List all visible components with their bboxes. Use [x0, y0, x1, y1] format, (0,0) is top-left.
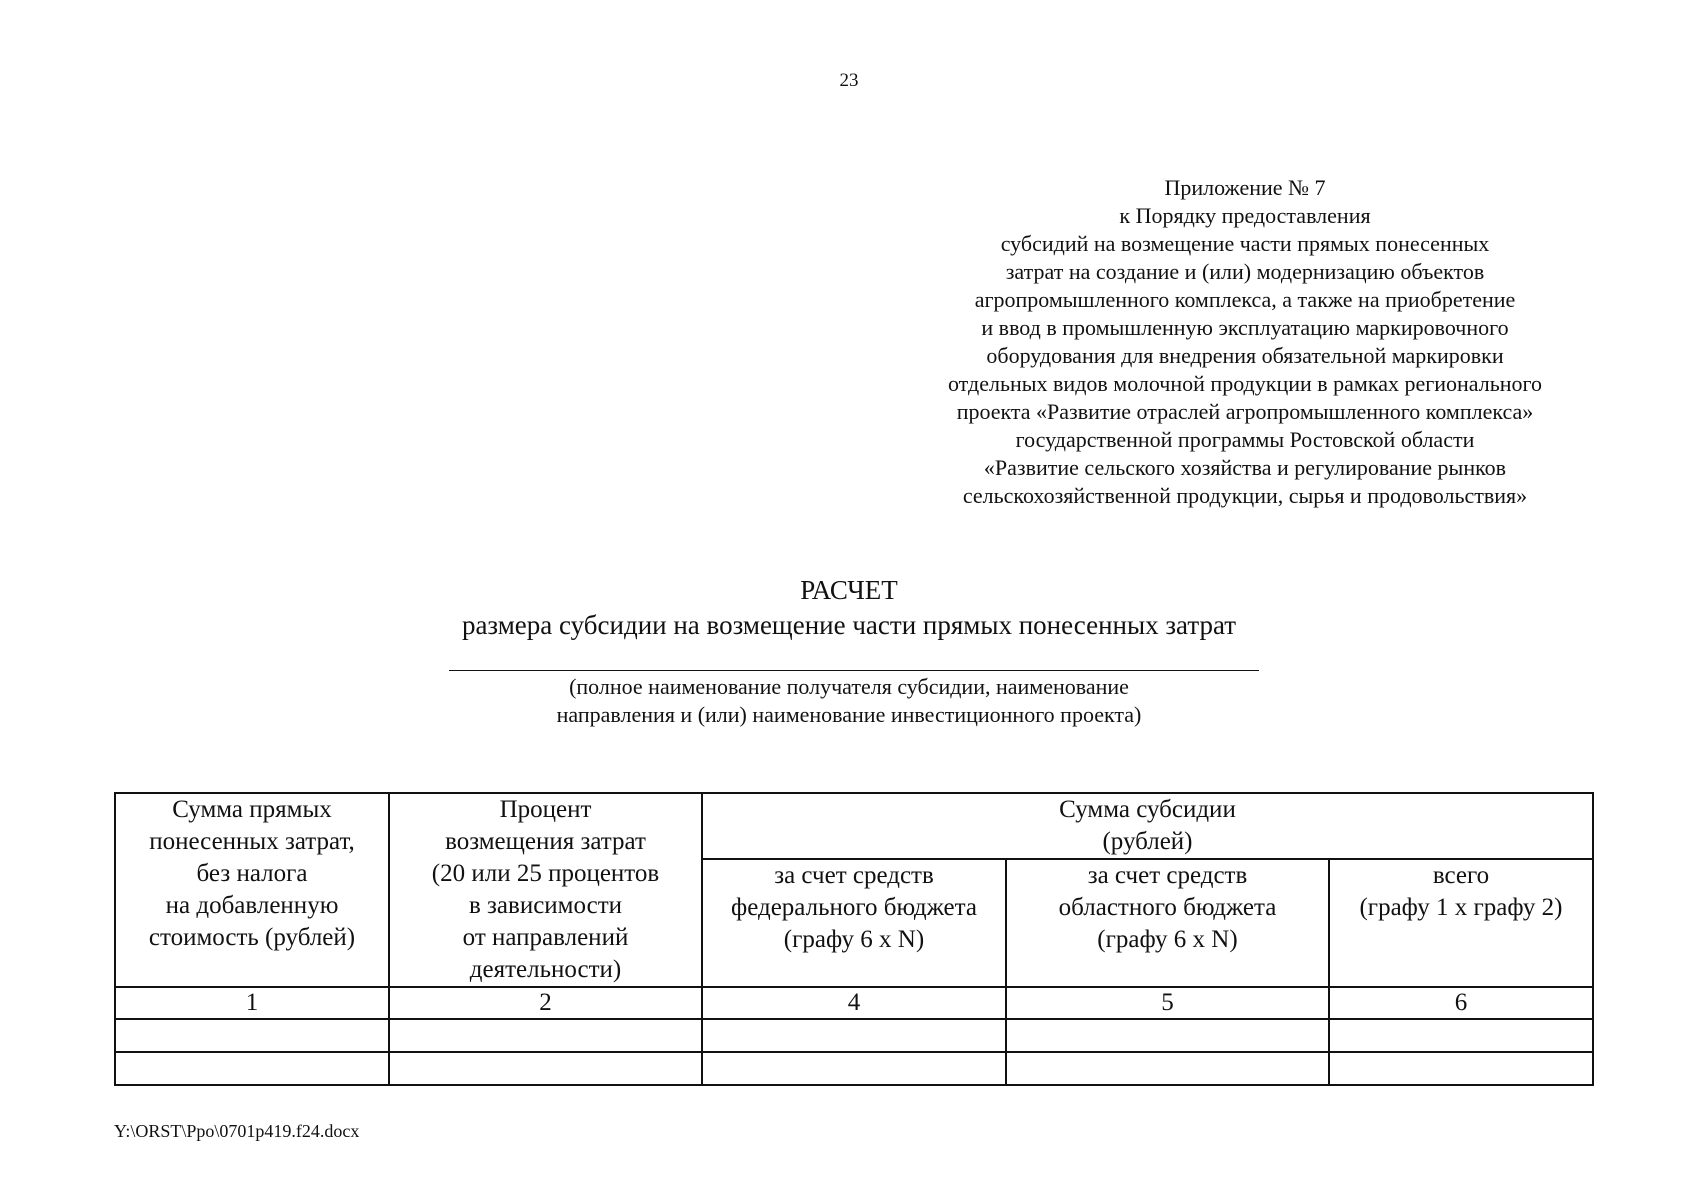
header-line: Сумма субсидии	[1059, 796, 1236, 823]
appendix-line: отдельных видов молочной продукции в рамках регионального	[947, 371, 1543, 396]
page-number: 23	[839, 70, 859, 91]
header-direct-costs	[115, 793, 389, 987]
table-cell	[115, 1019, 389, 1052]
column-number: 5	[1006, 987, 1329, 1019]
header-line: Сумма прямых	[172, 796, 332, 823]
header-line: от направлений	[462, 924, 629, 951]
header-line: стоимость (рублей)	[148, 924, 356, 951]
table-row	[115, 1052, 1593, 1085]
header-line: Процент	[499, 796, 592, 823]
column-number: 1	[115, 987, 389, 1019]
footer-file-path: Y:\ORST\Ppo\0701p419.f24.docx	[114, 1121, 360, 1141]
recipient-caption-line: (полное наименование получателя субсидии, наименование	[569, 674, 1129, 699]
header-line: понесенных затрат,	[149, 828, 355, 855]
appendix-line: агропромышленного комплекса, а также на приобретение	[974, 287, 1516, 312]
header-subsidy-amount	[702, 793, 1593, 859]
header-line: (графу 6 х N)	[1097, 926, 1238, 953]
appendix-line: оборудования для внедрения обязательной маркировки	[986, 343, 1504, 368]
appendix-header	[905, 174, 1585, 510]
column-number: 6	[1329, 987, 1593, 1019]
recipient-caption-line: направления и (или) наименование инвестиционного проекта)	[556, 702, 1142, 727]
appendix-line: проекта «Развитие отраслей агропромышленного комплекса»	[956, 399, 1534, 424]
table-cell	[1329, 1019, 1593, 1052]
header-total	[1329, 859, 1593, 987]
appendix-line: и ввод в промышленную эксплуатацию маркировочного	[981, 315, 1509, 340]
table-cell	[702, 1019, 1006, 1052]
column-number: 4	[702, 987, 1006, 1019]
header-line: в зависимости	[468, 892, 623, 919]
header-line: (20 или 25 процентов	[431, 860, 660, 887]
appendix-line: затрат на создание и (или) модернизацию объектов	[1005, 259, 1485, 284]
document-title: РАСЧЕТ	[800, 575, 898, 605]
header-line: областного бюджета	[1058, 894, 1277, 921]
appendix-line: государственной программы Ростовской области	[1015, 427, 1475, 452]
table-cell	[115, 1052, 389, 1085]
calculation-table	[114, 792, 1594, 1086]
header-line: за счет средств	[1087, 862, 1248, 889]
header-line: на добавленную	[165, 892, 339, 919]
column-number: 2	[389, 987, 702, 1019]
appendix-line: Приложение № 7	[1164, 175, 1326, 200]
header-line: (графу 1 х графу 2)	[1359, 894, 1563, 921]
header-federal-budget	[702, 859, 1006, 987]
table-row	[115, 1019, 1593, 1052]
header-line: за счет средств	[774, 862, 934, 889]
table-cell	[389, 1052, 702, 1085]
appendix-line: «Развитие сельского хозяйства и регулирование рынков	[983, 455, 1507, 480]
header-regional-budget	[1006, 859, 1329, 987]
appendix-line: субсидий на возмещение части прямых понесенных	[1000, 231, 1490, 256]
header-reimbursement-percent	[389, 793, 702, 987]
header-line: (рублей)	[1102, 828, 1193, 855]
table-cell	[1006, 1019, 1329, 1052]
column-number-row	[115, 987, 1593, 1019]
table-cell	[1329, 1052, 1593, 1085]
header-line: (графу 6 х N)	[783, 926, 925, 953]
header-line: федерального бюджета	[731, 894, 977, 921]
recipient-fill-line	[449, 670, 1259, 671]
title-block	[0, 572, 1698, 642]
header-line: возмещения затрат	[445, 828, 646, 855]
header-line: деятельности)	[469, 956, 622, 983]
document-subtitle: размера субсидии на возмещение части прямых понесенных затрат	[461, 610, 1237, 640]
header-line: всего	[1432, 862, 1490, 889]
table-cell	[702, 1052, 1006, 1085]
table-cell	[389, 1019, 702, 1052]
recipient-caption	[0, 673, 1698, 729]
table-cell	[1006, 1052, 1329, 1085]
appendix-line: сельскохозяйственной продукции, сырья и продовольствия»	[962, 483, 1528, 508]
header-line: без налога	[196, 860, 308, 887]
appendix-line: к Порядку предоставления	[1119, 203, 1371, 228]
table-header-row	[115, 793, 1593, 859]
